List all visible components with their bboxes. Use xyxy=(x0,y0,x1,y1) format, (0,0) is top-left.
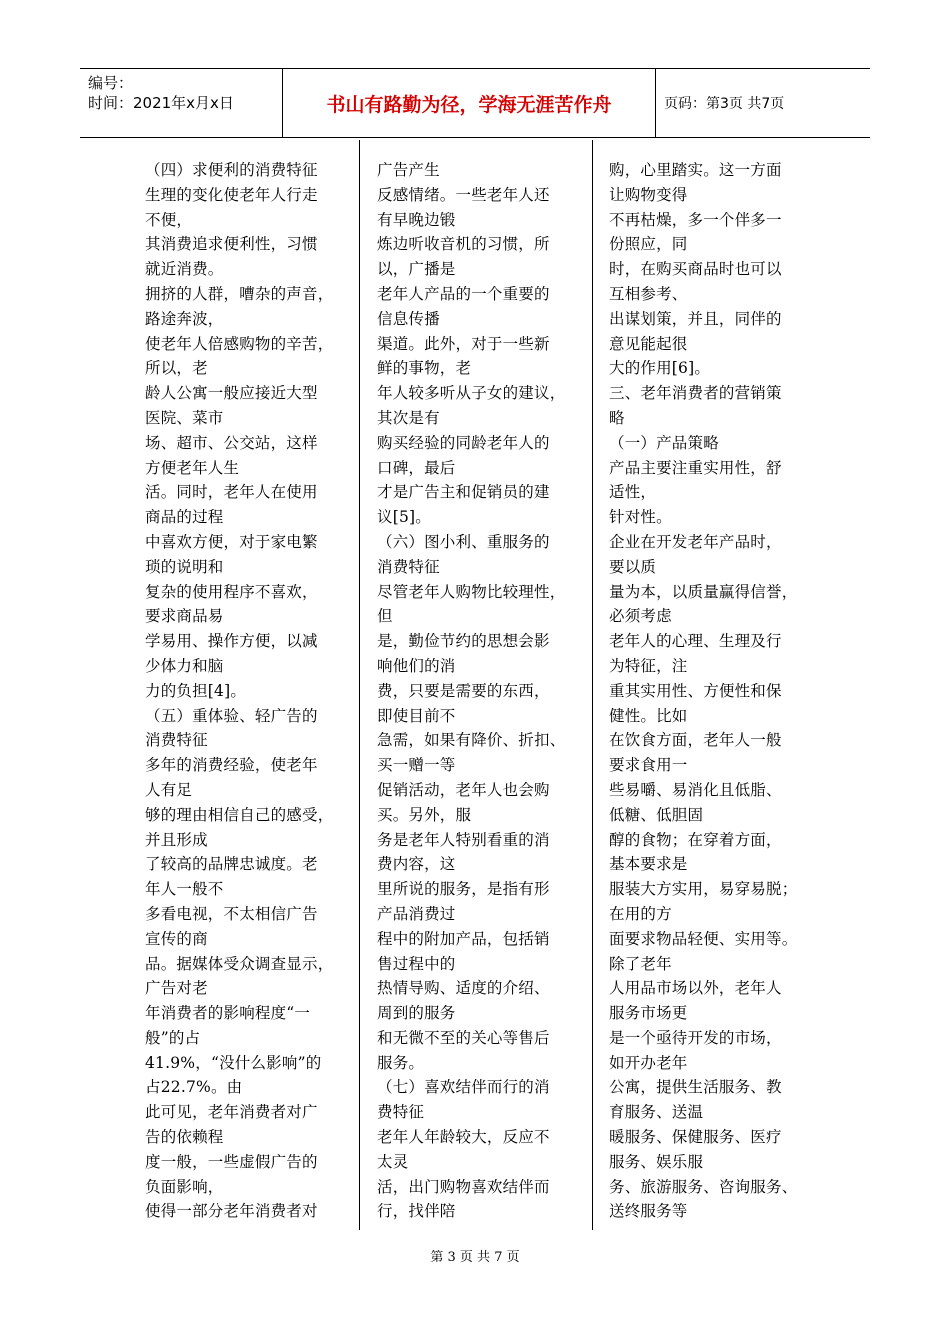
text-column-2 xyxy=(377,158,587,1224)
text-line: 略 xyxy=(609,408,625,427)
text-line: 量为本，以质量赢得信誉， xyxy=(609,582,798,601)
text-line: 响他们的消 xyxy=(377,656,456,675)
column-divider xyxy=(592,140,593,1230)
text-line: 活，出门购物喜欢结伴而 xyxy=(377,1177,550,1196)
text-line: 基本要求是 xyxy=(609,855,688,874)
text-line: 费内容，这 xyxy=(377,855,456,874)
text-line: 是一个亟待开发的市场， xyxy=(609,1028,782,1047)
text-line: 复杂的使用程序不喜欢， xyxy=(145,582,318,601)
text-line: （七）喜欢结伴而行的消 xyxy=(377,1078,550,1097)
text-line: 多年的消费经验，使老年 xyxy=(145,756,318,775)
text-line: 多看电视，不太相信广告 xyxy=(145,904,318,923)
text-line: 年人较多听从子女的建议， xyxy=(377,384,566,403)
text-line: 消费特征 xyxy=(377,557,440,576)
text-line: 在饮食方面，老年人一般 xyxy=(609,731,782,750)
text-line: 了较高的品牌忠诚度。老 xyxy=(145,855,318,874)
text-line: 产品主要注重实用性，舒 xyxy=(609,458,782,477)
text-line: 老年人年龄较大，反应不 xyxy=(377,1128,550,1147)
text-line: 必须考虑 xyxy=(609,607,672,626)
text-line: 就近消费。 xyxy=(145,260,224,279)
text-line: 育服务、送温 xyxy=(609,1103,704,1122)
text-line: 购买经验的同龄老年人的 xyxy=(377,433,550,452)
text-line: 广告产生 xyxy=(377,161,440,179)
text-line: 服务市场更 xyxy=(609,1004,688,1023)
text-line: 企业在开发老年产品时， xyxy=(609,532,782,551)
text-line: 年人一般不 xyxy=(145,880,224,899)
text-line: 方便老年人生 xyxy=(145,458,240,477)
text-line: 务是老年人特别看重的消 xyxy=(377,830,550,849)
text-line: （四）求便利的消费特征 xyxy=(145,161,318,179)
text-line: 周到的服务 xyxy=(377,1004,456,1023)
text-line: 人用品市场以外，老年人 xyxy=(609,979,782,998)
text-line: 占22.7%。由 xyxy=(145,1078,243,1097)
text-line: 广告对老 xyxy=(145,979,208,998)
text-line: 场、超市、公交站，这样 xyxy=(145,433,318,452)
text-line: 意见能起很 xyxy=(609,334,688,353)
text-line: 让购物变得 xyxy=(609,185,688,204)
text-line: 宣传的商 xyxy=(145,929,208,948)
text-line: （六）图小利、重服务的 xyxy=(377,532,550,551)
page-header xyxy=(80,68,870,138)
text-line: 并且形成 xyxy=(145,830,208,849)
text-line: （五）重体验、轻广告的 xyxy=(145,706,318,725)
text-line: 不便， xyxy=(145,210,193,229)
text-line: 务、旅游服务、咨询服务、 xyxy=(609,1177,798,1196)
text-line: 生理的变化使老年人行走 xyxy=(145,185,318,204)
text-line: 老年人的心理、生理及行 xyxy=(609,632,782,651)
text-line: 重其实用性、方便性和保 xyxy=(609,681,782,700)
text-line: 以，广播是 xyxy=(377,260,456,279)
text-line: 龄人公寓一般应接近大型 xyxy=(145,384,318,403)
text-line: 面要求物品轻便、实用等。 xyxy=(609,929,798,948)
text-line: 活。同时，老年人在使用 xyxy=(145,483,318,502)
text-line: 要求商品易 xyxy=(145,607,224,626)
text-line: 议[5]。 xyxy=(377,508,431,527)
header-page-info: 页码：第3页 共7页 xyxy=(664,96,785,112)
text-line: 其次是有 xyxy=(377,408,440,427)
text-line: 路途奔波， xyxy=(145,309,224,328)
text-line: 些易嚼、易消化且低脂、 xyxy=(609,780,782,799)
text-line: 费，只要是需要的东西， xyxy=(377,681,550,700)
text-line: 三、老年消费者的营销策 xyxy=(609,384,782,403)
text-line: 中喜欢方便，对于家电繁 xyxy=(145,532,318,551)
text-line: 尽管老年人购物比较理性， xyxy=(377,582,566,601)
text-line: 里所说的服务，是指有形 xyxy=(377,880,550,899)
text-line: 使得一部分老年消费者对 xyxy=(145,1202,318,1221)
text-line: 和无微不至的关心等售后 xyxy=(377,1028,550,1047)
text-line: 所以，老 xyxy=(145,359,208,378)
number-label: 编号： xyxy=(88,74,134,92)
text-line: 告的依赖程 xyxy=(145,1128,224,1147)
text-column-1 xyxy=(145,158,355,1224)
text-line: 购，心里踏实。这一方面 xyxy=(609,161,782,179)
text-line: 如开办老年 xyxy=(609,1053,688,1072)
text-line: 买一赠一等 xyxy=(377,756,456,775)
text-line: 拥挤的人群，嘈杂的声音， xyxy=(145,284,334,303)
text-line: 针对性。 xyxy=(609,508,672,527)
text-line: 为特征，注 xyxy=(609,656,688,675)
text-line: 少体力和脑 xyxy=(145,656,224,675)
text-line: 此可见，老年消费者对广 xyxy=(145,1103,318,1122)
text-line: 太灵 xyxy=(377,1152,409,1171)
text-line: 负面影响， xyxy=(145,1177,224,1196)
text-line: 时，在购买商品时也可以 xyxy=(609,260,782,279)
text-line: 渠道。此外，对于一些新 xyxy=(377,334,550,353)
text-line: 促销活动，老年人也会购 xyxy=(377,780,550,799)
text-line: 要求食用一 xyxy=(609,756,688,775)
text-line: 买。另外，服 xyxy=(377,805,472,824)
text-line: 出谋划策，并且，同伴的 xyxy=(609,309,782,328)
text-line: 够的理由相信自己的感受， xyxy=(145,805,334,824)
text-line: 互相参考、 xyxy=(609,284,688,303)
text-line: 老年人产品的一个重要的 xyxy=(377,284,550,303)
page-footer: 第 3 页 共 7 页 xyxy=(430,1250,520,1265)
text-line: 公寓，提供生活服务、教 xyxy=(609,1078,782,1097)
column-divider xyxy=(359,140,360,1230)
header-motto: 书山有路勤为径，学海无涯苦作舟 xyxy=(283,69,656,137)
text-line: 要以质 xyxy=(609,557,657,576)
text-line: 程中的附加产品，包括销 xyxy=(377,929,550,948)
text-line: 醇的食物；在穿着方面， xyxy=(609,830,782,849)
text-line: 低糖、低胆固 xyxy=(609,805,704,824)
text-line: 才是广告主和促销员的建 xyxy=(377,483,550,502)
text-line: 服务、娱乐服 xyxy=(609,1152,704,1171)
text-line: 商品的过程 xyxy=(145,508,224,527)
text-line: 在用的方 xyxy=(609,904,672,923)
text-line: 健性。比如 xyxy=(609,706,688,725)
text-line: 费特征 xyxy=(377,1103,425,1122)
text-line: 适性， xyxy=(609,483,657,502)
text-column-3 xyxy=(609,158,824,1224)
text-line: 送终服务等 xyxy=(609,1202,688,1221)
text-line: 售过程中的 xyxy=(377,954,456,973)
text-line: 鲜的事物，老 xyxy=(377,359,472,378)
text-line: 行，找伴陪 xyxy=(377,1202,456,1221)
text-line: 服务。 xyxy=(377,1053,425,1072)
text-line: 琐的说明和 xyxy=(145,557,224,576)
header-meta xyxy=(80,69,283,137)
text-line: 度一般，一些虚假广告的 xyxy=(145,1152,318,1171)
text-line: 炼边听收音机的习惯，所 xyxy=(377,235,550,254)
text-line: 有早晚边锻 xyxy=(377,210,456,229)
text-line: 份照应，同 xyxy=(609,235,688,254)
text-line: 品。据媒体受众调查显示， xyxy=(145,954,334,973)
text-line: 不再枯燥，多一个伴多一 xyxy=(609,210,782,229)
text-line: 41.9%，“没什么影响”的 xyxy=(145,1053,322,1072)
text-line: 产品消费过 xyxy=(377,904,456,923)
text-line: 热情导购、适度的介绍、 xyxy=(377,979,550,998)
text-line: 信息传播 xyxy=(377,309,440,328)
text-line: 使老年人倍感购物的辛苦， xyxy=(145,334,334,353)
text-line: 是，勤俭节约的思想会影 xyxy=(377,632,550,651)
text-line: （一）产品策略 xyxy=(609,433,719,452)
text-line: 力的负担[4]。 xyxy=(145,681,247,700)
text-line: 暖服务、保健服务、医疗 xyxy=(609,1128,782,1147)
text-line: 除了老年 xyxy=(609,954,672,973)
text-line: 学易用、操作方便，以减 xyxy=(145,632,318,651)
text-line: 口碑，最后 xyxy=(377,458,456,477)
text-line: 人有足 xyxy=(145,780,193,799)
text-line: 其消费追求便利性，习惯 xyxy=(145,235,318,254)
text-line: 即使目前不 xyxy=(377,706,456,725)
text-line: 般”的占 xyxy=(145,1028,201,1047)
text-line: 年消费者的影响程度“一 xyxy=(145,1004,311,1023)
text-line: 但 xyxy=(377,607,393,626)
text-line: 大的作用[6]。 xyxy=(609,359,711,378)
time-label: 时间：2021年x月x日 xyxy=(88,94,234,112)
text-line: 医院、菜市 xyxy=(145,408,224,427)
text-line: 消费特征 xyxy=(145,731,208,750)
text-line: 服装大方实用，易穿易脱； xyxy=(609,880,798,899)
text-line: 急需，如果有降价、折扣、 xyxy=(377,731,566,750)
text-line: 反感情绪。一些老年人还 xyxy=(377,185,550,204)
